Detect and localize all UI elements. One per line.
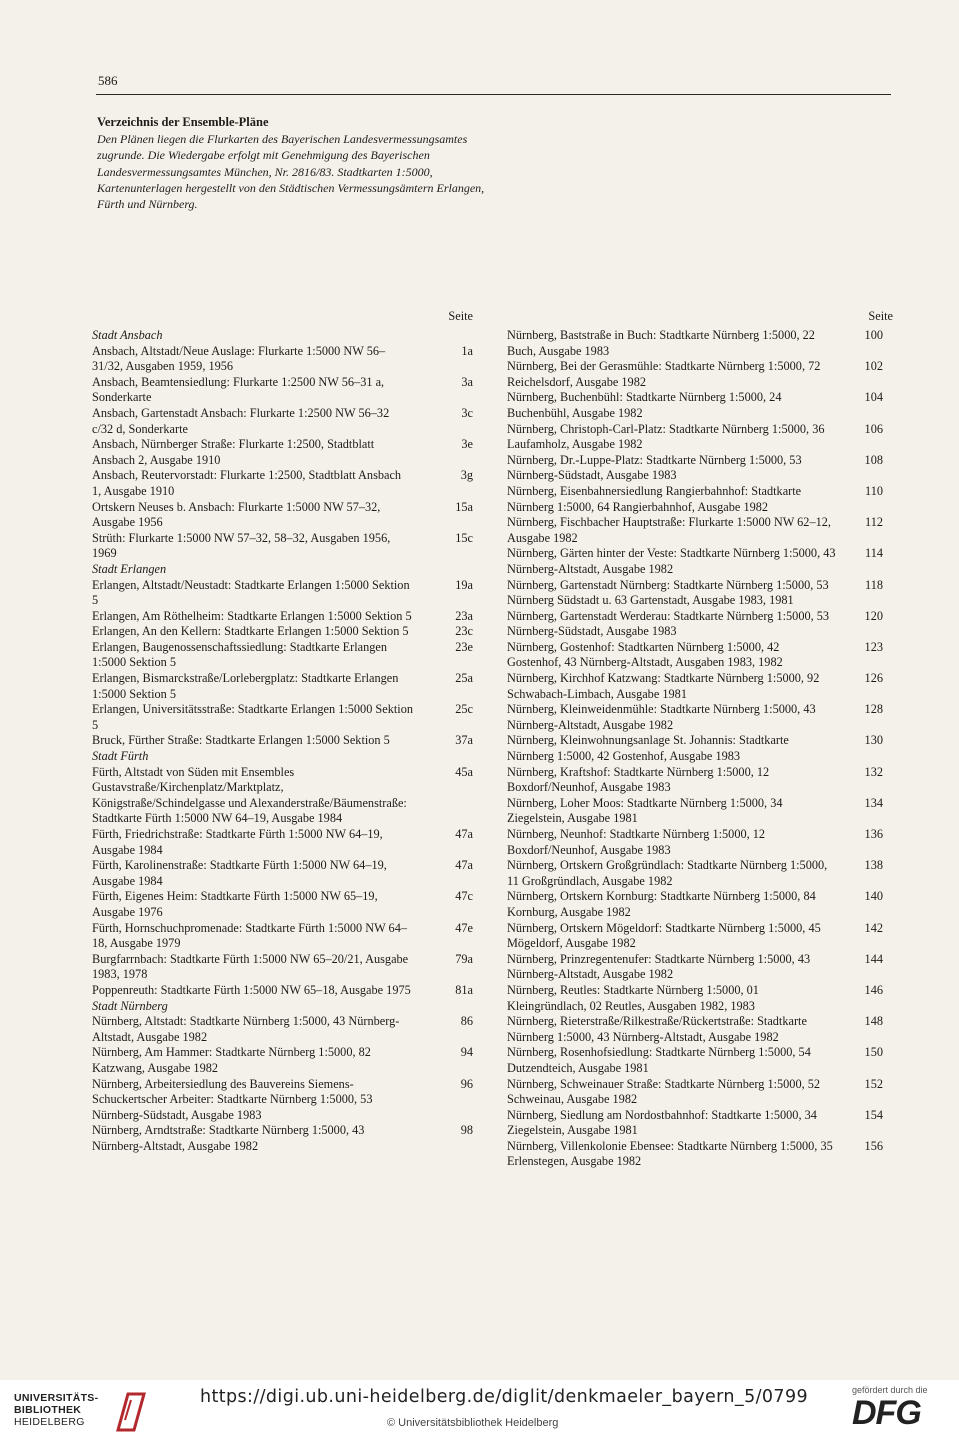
list-item [507,671,895,702]
intro-block [97,114,492,212]
entry-text: Nürnberg, Fischbacher Hauptstraße: Flurkarte 1:5000 NW 62–12, Ausgabe 1982 [507,515,831,545]
list-item [92,983,482,999]
entry-text: Erlangen, Am Röthelheim: Stadtkarte Erlangen 1:5000 Sektion 5 [92,608,412,623]
dfg-logo[interactable]: DFG [852,1394,921,1432]
header-rule [96,94,891,95]
entry-text: Nürnberg, Altstadt: Stadtkarte Nürnberg 1:5000, 43 Nürnberg-Altstadt, Ausgabe 1982 [92,1014,400,1044]
section-heading: Stadt Nürnberg [92,998,168,1013]
list-item [507,515,895,546]
entry-text: Nürnberg, Gartenstadt Werderau: Stadtkarte Nürnberg 1:5000, 53 Nürnberg-Südstadt, Ausgabe 1983 [507,608,830,639]
entry-page: 3e [461,437,473,452]
list-item [92,640,482,671]
list-item [92,468,482,499]
list-item [507,983,895,1014]
entry-page: 136 [864,827,883,841]
entry-page: 3a [461,374,473,389]
list-item [507,858,895,889]
entry-page: 3g [460,468,473,483]
entry-page: 126 [864,671,883,686]
permalink-url[interactable]: https://digi.ub.uni-heidelberg.de/diglit/denkmaeler_bayern_5/0799 [200,1387,809,1407]
entry-page: 146 [864,982,883,997]
list-item [92,733,482,749]
entry-page: 108 [864,452,883,467]
entry-page: 150 [864,1045,883,1060]
entry-page: 37a [455,733,473,748]
entry-page: 140 [864,889,883,904]
page-number: 586 [98,73,118,88]
list-item [507,733,895,764]
list-item [92,609,482,625]
entry-text: Nürnberg, Rieterstraße/Rilkestraße/Rückertstraße: Stadtkarte Nürnberg 1:5000, 43 Nürnberg-Altstadt, Ausgabe 1982 [507,1014,807,1044]
entry-text: Nürnberg, Ortskern Mögeldorf: Stadtkarte Nürnberg 1:5000, 45 Mögeldorf, Ausgabe 1982 [507,920,821,951]
entry-text: Poppenreuth: Stadtkarte Fürth 1:5000 NW 65–18, Ausgabe 1975 [92,982,411,997]
entry-page: 106 [864,421,883,436]
entry-text: Nürnberg, Neunhof: Stadtkarte Nürnberg 1:5000, 12 Boxdorf/Neunhof, Ausgabe 1983 [507,827,766,857]
list-item [507,1077,895,1108]
list-item [507,765,895,796]
entry-page: 81a [455,982,473,997]
entry-page: 154 [864,1107,883,1122]
list-item [92,858,482,889]
entry-text: Ansbach, Gartenstadt Ansbach: Flurkarte 1:2500 NW 56–32 c/32 d, Sonderkarte [92,405,390,436]
list-item [92,1077,482,1124]
entry-page: 102 [864,359,883,374]
list-item [92,1045,482,1076]
entry-page: 23e [455,639,473,654]
entry-text: Nürnberg, Bei der Gerasmühle: Stadtkarte Nürnberg 1:5000, 72 Reichelsdorf, Ausgabe 1982 [507,359,821,389]
list-item [507,453,895,484]
entry-text: Nürnberg, Am Hammer: Stadtkarte Nürnberg 1:5000, 82 Katzwang, Ausgabe 1982 [92,1045,371,1075]
list-item [507,796,895,827]
entry-page: 114 [865,546,883,561]
list-item [507,1014,895,1045]
list-item [92,1123,482,1154]
entry-page: 25a [455,671,473,686]
list-item [507,609,895,640]
entry-text: Erlangen, An den Kellern: Stadtkarte Erlangen 1:5000 Sektion 5 [92,624,409,639]
list-item [507,1108,895,1139]
entry-page: 152 [864,1076,883,1091]
copyright-notice: © Universitätsbibliothek Heidelberg [387,1417,559,1429]
entry-page: 128 [864,702,883,717]
entry-page: 1a [461,343,473,358]
entry-text: Nürnberg, Prinzregentenufer: Stadtkarte Nürnberg 1:5000, 43 Nürnberg-Altstadt, Ausgabe 1982 [507,951,811,982]
entry-page: 23a [455,608,473,623]
section-heading: Stadt Erlangen [92,561,167,576]
entry-text: Nürnberg, Gärten hinter der Veste: Stadtkarte Nürnberg 1:5000, 43 Nürnberg-Altstadt, Ausgabe 1982 [507,546,836,576]
entry-text: Nürnberg, Gostenhof: Stadtkarten Nürnberg 1:5000, 42 Gostenhof, 43 Nürnberg-Altstadt, Ausgaben 1983, 1982 [507,639,783,670]
entry-text: Fürth, Altstadt von Süden mit Ensembles Gustavstraße/Kirchenplatz/Marktplatz, Königstraße/Schindelgasse und Alexanderstraße/Bäumenstraße: Stadtkarte Fürth 1:5000 NW 64–19, Ausgabe 1984 [92,764,407,826]
entry-text: Strüth: Flurkarte 1:5000 NW 57–32, 58–32, Ausgaben 1956, 1969 [92,530,391,561]
list-item [507,702,895,733]
entry-page: 3c [461,405,473,420]
entry-text: Nürnberg, Eisenbahnersiedlung Rangierbahnhof: Stadtkarte Nürnberg 1:5000, 64 Rangierbahnhof, Ausgabe 1982 [507,483,802,514]
list-item [507,1045,895,1076]
right-column [507,309,895,1170]
list-item [92,437,482,468]
entry-page: 132 [864,764,883,779]
entry-page: 100 [864,328,883,342]
list-item [507,640,895,671]
entry-text: Fürth, Hornschuchpromenade: Stadtkarte Fürth 1:5000 NW 64–18, Ausgabe 1979 [92,920,407,951]
seite-header-left: Seite [448,309,473,323]
entry-page: 47a [455,827,473,841]
list-item [92,500,482,531]
entry-page: 123 [864,639,883,654]
intro-text: Den Plänen liegen die Flurkarten des Bayerischen Landesvermessungsamtes zugrunde. Die Wiedergabe erfolgt mit Genehmigung des Bayerischen Landesvermessungsamtes München, Nr. 2816/83. Stadtkarten 1:5000, Kartenunterlagen hergestellt von den Städtischen Vermessungsämtern Erlangen, Fürth und Nürnberg. [97,132,485,212]
entry-page: 120 [864,608,883,623]
entry-page: 86 [460,1014,473,1029]
entry-text: Ortskern Neuses b. Ansbach: Flurkarte 1:5000 NW 57–32, Ausgabe 1956 [92,499,381,530]
entry-page: 94 [460,1045,473,1060]
entry-text: Nürnberg, Loher Moos: Stadtkarte Nürnberg 1:5000, 34 Ziegelstein, Ausgabe 1981 [507,795,783,826]
entry-page: 79a [455,951,473,966]
list-item [92,827,482,858]
list-item [507,328,895,359]
entry-page: 130 [864,733,883,748]
entry-text: Nürnberg, Arbeitersiedlung des Bauvereins Siemens-Schuckertscher Arbeiter: Stadtkarte Nürnberg 1:5000, 53 Nürnberg-Südstadt, Ausgabe 1983 [92,1076,373,1122]
entry-page: 118 [865,577,883,592]
entry-text: Fürth, Eigenes Heim: Stadtkarte Fürth 1:5000 NW 65–19, Ausgabe 1976 [92,889,378,919]
ub-heidelberg-logo[interactable] [14,1388,154,1438]
entry-text: Erlangen, Bismarckstraße/Lorlebergplatz: Stadtkarte Erlangen 1:5000 Sektion 5 [92,671,399,701]
entry-text: Bruck, Fürther Straße: Stadtkarte Erlangen 1:5000 Sektion 5 [92,733,390,748]
entry-text: Ansbach, Beamtensiedlung: Flurkarte 1:2500 NW 56–31 a, Sonderkarte [92,374,385,405]
viewer-footer [0,1380,959,1442]
entry-text: Nürnberg, Rosenhofsiedlung: Stadtkarte Nürnberg 1:5000, 54 Dutzendteich, Ausgabe 1981 [507,1045,811,1075]
entry-page: 142 [864,920,883,935]
entry-page: 15a [455,499,473,514]
entry-text: Nürnberg, Kleinwohnungsanlage St. Johannis: Stadtkarte Nürnberg 1:5000, 42 Gostenhof, Ausgabe 1983 [507,733,789,764]
list-item [507,546,895,577]
entry-page: 25c [455,702,473,717]
entry-text: Nürnberg, Arndtstraße: Stadtkarte Nürnberg 1:5000, 43 Nürnberg-Altstadt, Ausgabe 1982 [92,1123,365,1153]
entry-page: 156 [864,1138,883,1153]
library-emblem-icon [114,1390,148,1432]
list-item [92,531,482,562]
list-item [507,827,895,858]
entry-page: 148 [864,1014,883,1029]
entry-text: Nürnberg, Christoph-Carl-Platz: Stadtkarte Nürnberg 1:5000, 36 Laufamholz, Ausgabe 1982 [507,421,825,452]
entry-text: Nürnberg, Ortskern Kornburg: Stadtkarte Nürnberg 1:5000, 84 Kornburg, Ausgabe 1982 [507,889,816,919]
entry-text: Nürnberg, Villenkolonie Ebensee: Stadtkarte Nürnberg 1:5000, 35 Erlenstegen, Ausgabe 1982 [507,1138,833,1169]
entry-page: 96 [460,1076,473,1091]
list-item [507,889,895,920]
list-item [507,578,895,609]
list-item [92,952,482,983]
list-item [507,952,895,983]
entry-text: Nürnberg, Buchenbühl: Stadtkarte Nürnberg 1:5000, 24 Buchenbühl, Ausgabe 1982 [507,390,782,420]
list-item [92,765,482,827]
entry-page: 112 [865,515,883,530]
entry-text: Nürnberg, Gartenstadt Nürnberg: Stadtkarte Nürnberg 1:5000, 53 Nürnberg Südstadt u. 63 Gartenstadt, Ausgabe 1983, 1981 [507,577,829,608]
list-item [92,702,482,733]
list-item [92,921,482,952]
entry-text: Fürth, Friedrichstraße: Stadtkarte Fürth 1:5000 NW 64–19, Ausgabe 1984 [92,827,383,857]
entry-page: 138 [864,858,883,873]
list-item [507,390,895,421]
dfg-caption: gefördert durch die [852,1385,928,1395]
entry-text: Nürnberg, Kleinweidenmühle: Stadtkarte Nürnberg 1:5000, 43 Nürnberg-Altstadt, Ausgabe 1982 [507,702,816,732]
list-item [92,344,482,375]
entry-page: 47c [455,889,473,904]
entry-page: 45a [455,764,473,779]
entry-text: Fürth, Karolinenstraße: Stadtkarte Fürth 1:5000 NW 64–19, Ausgabe 1984 [92,858,387,888]
list-item [92,889,482,920]
entry-text: Nürnberg, Reutles: Stadtkarte Nürnberg 1:5000, 01 Kleingründlach, 02 Reutles, Ausgaben 1982, 1983 [507,982,759,1013]
list-item [507,1139,895,1170]
entry-page: 23c [455,624,473,639]
entry-page: 47a [455,858,473,873]
logo-line-1: UNIVERSITÄTS- [14,1392,99,1404]
entry-text: Ansbach, Altstadt/Neue Auslage: Flurkarte 1:5000 NW 56–31/32, Ausgaben 1959, 1956 [92,343,386,374]
entry-page: 110 [865,483,883,498]
logo-line-3: HEIDELBERG [14,1416,85,1428]
entry-text: Ansbach, Nürnberger Straße: Flurkarte 1:2500, Stadtblatt Ansbach 2, Ausgabe 1910 [92,437,375,467]
entry-text: Nürnberg, Baststraße in Buch: Stadtkarte Nürnberg 1:5000, 22 Buch, Ausgabe 1983 [507,328,815,358]
list-item [507,484,895,515]
entry-page: 19a [455,577,473,592]
list-item [92,624,482,640]
left-column [92,309,482,1154]
list-item [92,375,482,406]
list-item [92,1014,482,1045]
entry-text: Nürnberg, Ortskern Großgründlach: Stadtkarte Nürnberg 1:5000, 11 Großgründlach, Ausgabe 1982 [507,858,828,888]
seite-header-right: Seite [868,309,893,323]
entry-page: 134 [864,795,883,810]
list-item [92,406,482,437]
entry-text: Burgfarrnbach: Stadtkarte Fürth 1:5000 NW 65–20/21, Ausgabe 1983, 1978 [92,951,409,982]
entry-page: 47e [455,920,473,935]
entry-text: Nürnberg, Kirchhof Katzwang: Stadtkarte Nürnberg 1:5000, 92 Schwabach-Limbach, Ausgabe 1981 [507,671,820,701]
entry-text: Erlangen, Universitätsstraße: Stadtkarte Erlangen 1:5000 Sektion 5 [92,702,414,732]
list-item [92,578,482,609]
list-item [507,422,895,453]
entry-text: Nürnberg, Kraftshof: Stadtkarte Nürnberg 1:5000, 12 Boxdorf/Neunhof, Ausgabe 1983 [507,764,770,795]
list-item [507,921,895,952]
list-item [507,359,895,390]
entry-page: 15c [455,530,473,545]
entry-text: Erlangen, Altstadt/Neustadt: Stadtkarte Erlangen 1:5000 Sektion 5 [92,577,410,608]
entry-page: 104 [864,390,883,405]
section-heading: Stadt Ansbach [92,328,163,342]
entry-text: Erlangen, Baugenossenschaftssiedlung: Stadtkarte Erlangen 1:5000 Sektion 5 [92,639,388,670]
intro-title: Verzeichnis der Ensemble-Pläne [97,115,269,129]
entry-page: 144 [864,951,883,966]
entry-text: Nürnberg, Siedlung am Nordostbahnhof: Stadtkarte 1:5000, 34 Ziegelstein, Ausgabe 1981 [507,1107,817,1138]
list-item [92,671,482,702]
section-heading: Stadt Fürth [92,749,149,764]
entry-text: Ansbach, Reutervorstadt: Flurkarte 1:2500, Stadtblatt Ansbach 1, Ausgabe 1910 [92,468,402,498]
entry-page: 98 [460,1123,473,1138]
entry-text: Nürnberg, Dr.-Luppe-Platz: Stadtkarte Nürnberg 1:5000, 53 Nürnberg-Südstadt, Ausgabe 1983 [507,452,802,483]
logo-line-2: BIBLIOTHEK [14,1404,82,1416]
entry-text: Nürnberg, Schweinauer Straße: Stadtkarte Nürnberg 1:5000, 52 Schweinau, Ausgabe 1982 [507,1076,821,1107]
